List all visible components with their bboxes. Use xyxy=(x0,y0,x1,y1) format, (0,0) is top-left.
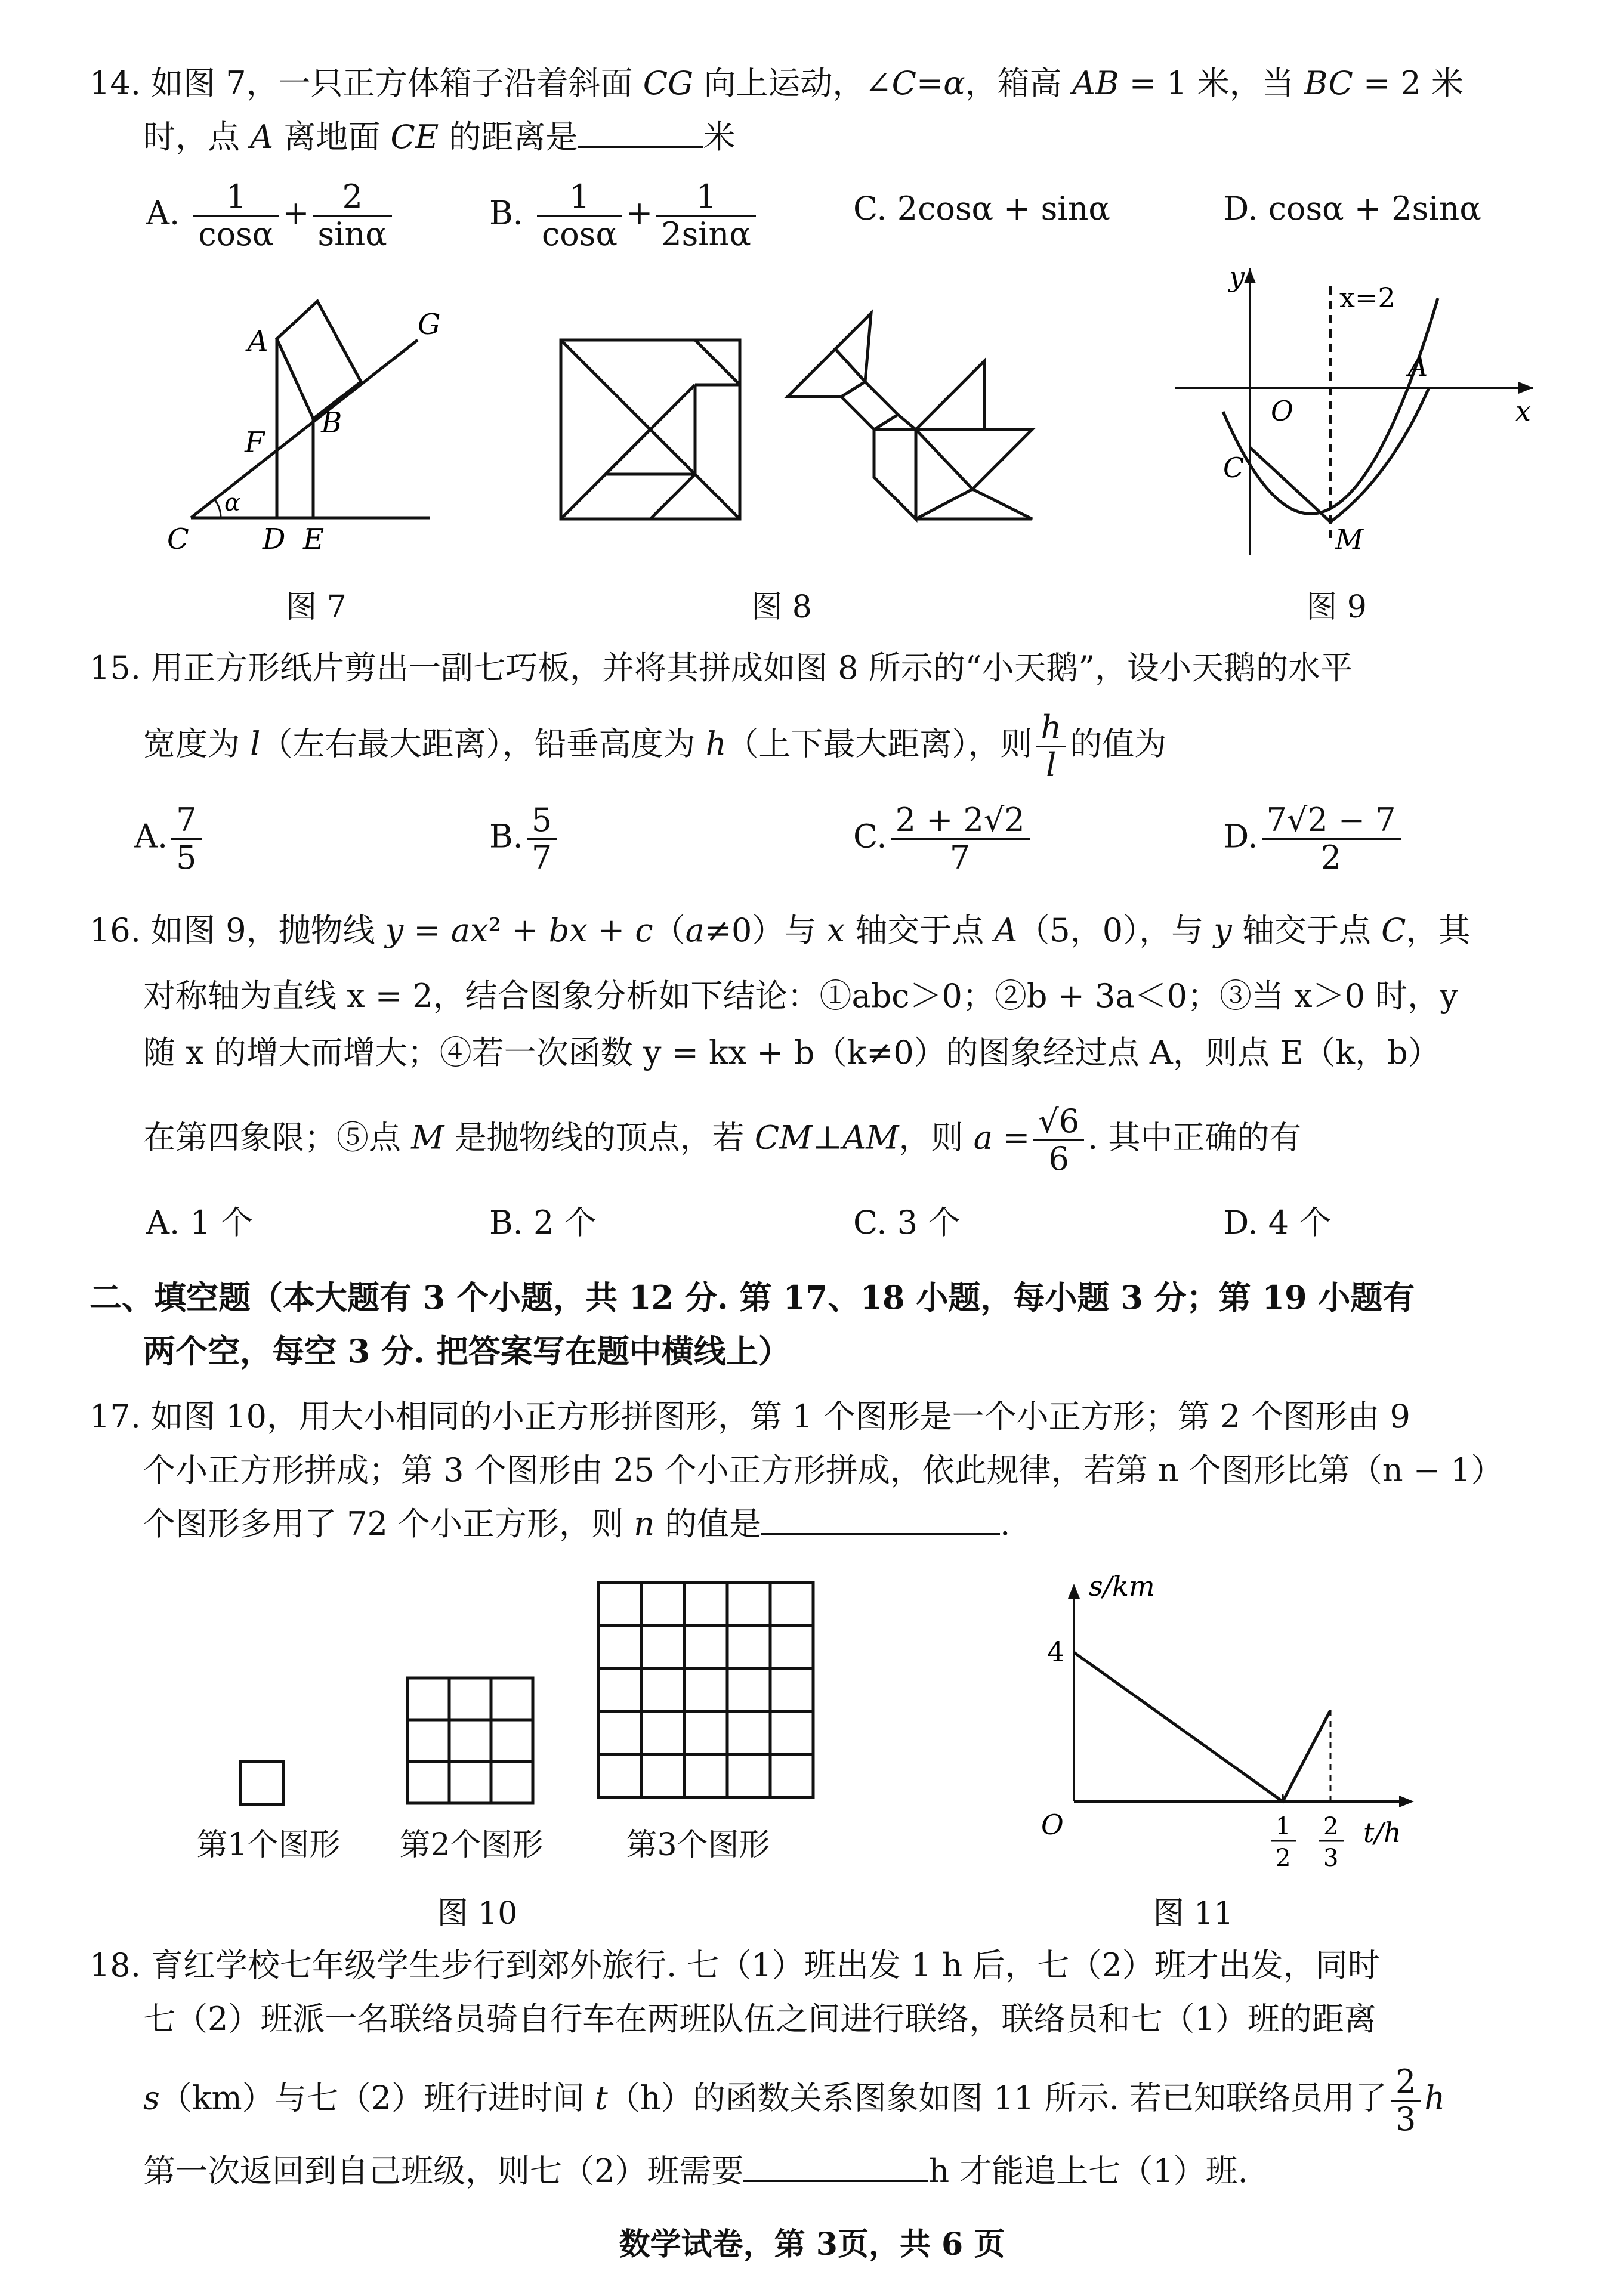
figure-8-caption: 图 8 xyxy=(751,589,812,625)
q17-line1: 17. 如图 10，用大小相同的小正方形拼图形，第 1 个图形是一个小正方形；第 2 个图形由 9 xyxy=(89,1398,1410,1435)
swan-line xyxy=(898,415,916,429)
pattern-1 xyxy=(239,1760,286,1807)
label-alpha: α xyxy=(224,489,241,517)
label-axis: x=2 xyxy=(1339,282,1395,314)
label-x: x xyxy=(1515,395,1531,427)
section-2-heading-line1: 二、填空题（本大题有 3 个小题，共 12 分. 第 17、18 小题，每小题 3 分；第 19 小题有 xyxy=(89,1278,1415,1317)
figure-9 xyxy=(1175,262,1545,561)
q14-line2: 时，点 A 离地面 CE 的距离是 米 xyxy=(143,113,735,161)
q15-option-d: D. $\frac{7√2 - 7}{2}$ xyxy=(1223,802,1404,876)
q16-line3: 随 x 的增大而增大；④若一次函数 y = kx + b（k≠0）的图象经过点 A，则点 E（k，b） xyxy=(143,1034,1440,1071)
tick-1-den: 2 xyxy=(1276,1844,1291,1872)
angle-arc xyxy=(215,500,221,518)
figure-7 xyxy=(167,286,441,561)
q14-option-c: C. 2cosα + sinα xyxy=(853,190,1110,227)
label-C: C xyxy=(1223,452,1245,484)
tangram-cut xyxy=(695,340,740,385)
fraction: $\frac{√6}{6}$ xyxy=(1033,1104,1084,1177)
label-t-h: t/h xyxy=(1363,1816,1401,1849)
t-axis-arrow xyxy=(1399,1796,1414,1807)
q18-line2: 七（2）班派一名联络员骑自行车在两班队伍之间进行联络，联络员和七（1）班的距离 xyxy=(143,2000,1376,2038)
fraction: $\frac{1}{\cos\alpha}$ xyxy=(193,179,279,252)
q14-line1: 14. 如图 7，一只正方体箱子沿着斜面 CG 向上运动，∠C=α，箱高 AB = 1 米，当 BC = 2 米 xyxy=(89,64,1464,102)
label-s-km: s/km xyxy=(1089,1570,1155,1602)
label-O: O xyxy=(1271,395,1293,427)
fraction: $\frac{1}{2\sin\alpha}$ xyxy=(656,179,756,252)
fraction: $\frac{5}{7}$ xyxy=(527,802,557,876)
q15-option-a: A. $\frac{7}{5}$ xyxy=(134,802,205,876)
fraction: $\frac{7}{5}$ xyxy=(171,802,201,876)
tangram-cut xyxy=(606,429,650,474)
figure-10-caption: 图 10 xyxy=(437,1896,518,1932)
q14-option-b: B. $\frac{1}{\cos\alpha}$ + $\frac{1}{2\sin\alpha}$ xyxy=(489,179,759,252)
tick-2-den: 3 xyxy=(1323,1844,1339,1872)
q16-line4: 在第四象限；⑤点 M 是抛物线的顶点，若 CM⊥AM，则 a = $\frac{√6}{6}$ . 其中正确的有 xyxy=(143,1102,1302,1178)
q18-line3: s（km）与七（2）班行进时间 t（h）的函数关系图象如图 11 所示. 若已知联络员用了 $\frac{2}{3}$ h xyxy=(143,2063,1446,2138)
q18-line1: 18. 育红学校七年级学生步行到郊外旅行. 七（1）班出发 1 h 后，七（2）班才出发，同时 xyxy=(89,1946,1380,1984)
answer-blank-q18[interactable] xyxy=(743,2149,928,2182)
q14-option-a: A. $\frac{1}{\cos\alpha}$ + $\frac{2}{\sin\alpha}$ xyxy=(146,179,396,252)
label-A: A xyxy=(1408,350,1428,382)
label-M: M xyxy=(1335,523,1364,555)
fraction: $\frac{2}{\sin\alpha}$ xyxy=(313,179,392,252)
q18-line4: 第一次返回到自己班级，则七（2）班需要 h 才能追上七（1）班. xyxy=(143,2147,1248,2195)
answer-blank-q14[interactable] xyxy=(578,115,703,148)
figure-11-caption: 图 11 xyxy=(1153,1896,1234,1932)
y-axis-arrow xyxy=(1244,268,1256,283)
swan-beak xyxy=(835,313,871,382)
fraction: $\frac{h}{l}$ xyxy=(1036,710,1066,783)
tangram-cut xyxy=(650,474,695,519)
figure-9-caption: 图 9 xyxy=(1306,589,1367,625)
fraction: $\frac{1}{\cos\alpha}$ xyxy=(537,179,622,252)
label-A: A xyxy=(248,325,268,358)
fraction: $\frac{2}{3}$ xyxy=(1391,2064,1421,2137)
label-E: E xyxy=(303,523,325,556)
q16-line1: 16. 如图 9，抛物线 y = ax² + bx + c（a≠0）与 x 轴交于点 A（5，0），与 y 轴交于点 C，其 xyxy=(89,911,1471,949)
q17-line2: 个小正方形拼成；第 3 个图形由 25 个小正方形拼成，依此规律，若第 n 个图形比第（n − 1） xyxy=(143,1451,1503,1489)
pattern-2-label: 第2个图形 xyxy=(399,1827,544,1863)
q15-option-c: C. $\frac{2 + 2√2}{7}$ xyxy=(853,802,1033,876)
swan-back xyxy=(916,429,1032,489)
fraction: $\frac{7√2 - 7}{2}$ xyxy=(1262,802,1401,876)
label-B: B xyxy=(321,406,342,440)
page-footer: 数学试卷，第 3页，共 6 页 xyxy=(619,2226,1005,2263)
x-axis-arrow xyxy=(1518,382,1533,394)
pattern-1-label: 第1个图形 xyxy=(196,1827,341,1863)
figure-11 xyxy=(1014,1563,1444,1897)
q16-line2: 对称轴为直线 x = 2，结合图象分析如下结论：①abc＞0；②b + 3a＜0；③当 x＞0 时，y xyxy=(143,977,1458,1015)
figure-8 xyxy=(555,304,1104,543)
label-G: G xyxy=(418,308,441,341)
answer-blank-q17[interactable] xyxy=(761,1502,1000,1535)
s-axis-arrow xyxy=(1068,1584,1080,1599)
q15-line1: 15. 用正方形纸片剪出一副七巧板，并将其拼成如图 8 所示的“小天鹅”，设小天鹅的水平 xyxy=(89,649,1353,687)
swan-tail xyxy=(916,489,1032,519)
q14-option-d: D. cosα + 2sinα xyxy=(1223,190,1481,227)
q17-line3: 个图形多用了 72 个小正方形，则 n 的值是 . xyxy=(143,1500,1010,1548)
swan-neck xyxy=(841,382,898,429)
box-square xyxy=(277,301,361,419)
tick-2-num: 2 xyxy=(1323,1813,1339,1840)
label-4: 4 xyxy=(1047,1636,1065,1668)
tick-1-num: 1 xyxy=(1276,1813,1291,1840)
swan-body xyxy=(874,429,916,519)
swan-wing xyxy=(916,361,984,429)
distance-line xyxy=(1074,1652,1330,1801)
pattern-3 xyxy=(597,1581,817,1801)
q16-option-c: C. 3 个 xyxy=(853,1204,961,1241)
label-y: y xyxy=(1229,262,1245,293)
label-D: D xyxy=(263,523,286,556)
q15-option-b: B. $\frac{5}{7}$ xyxy=(489,802,560,876)
section-2-heading-line2: 两个空，每空 3 分. 把答案写在题中横线上） xyxy=(143,1332,791,1370)
fraction: $\frac{2 + 2√2}{7}$ xyxy=(891,802,1030,876)
pattern-3-label: 第3个图形 xyxy=(626,1827,770,1863)
q16-option-a: A. 1 个 xyxy=(146,1204,253,1241)
q16-option-b: B. 2 个 xyxy=(489,1204,597,1241)
pattern-2 xyxy=(406,1676,537,1807)
figure-7-caption: 图 7 xyxy=(286,589,347,625)
label-F: F xyxy=(245,426,265,459)
q15-line2: 宽度为 l（左右最大距离），铅垂高度为 h（上下最大距离），则 $\frac{h}{l}$ 的值为 xyxy=(143,709,1167,784)
label-origin: O xyxy=(1041,1809,1064,1841)
line-cm xyxy=(1250,447,1330,522)
line-am xyxy=(1330,388,1429,522)
q16-option-d: D. 4 个 xyxy=(1223,1204,1332,1241)
label-C: C xyxy=(167,523,189,556)
